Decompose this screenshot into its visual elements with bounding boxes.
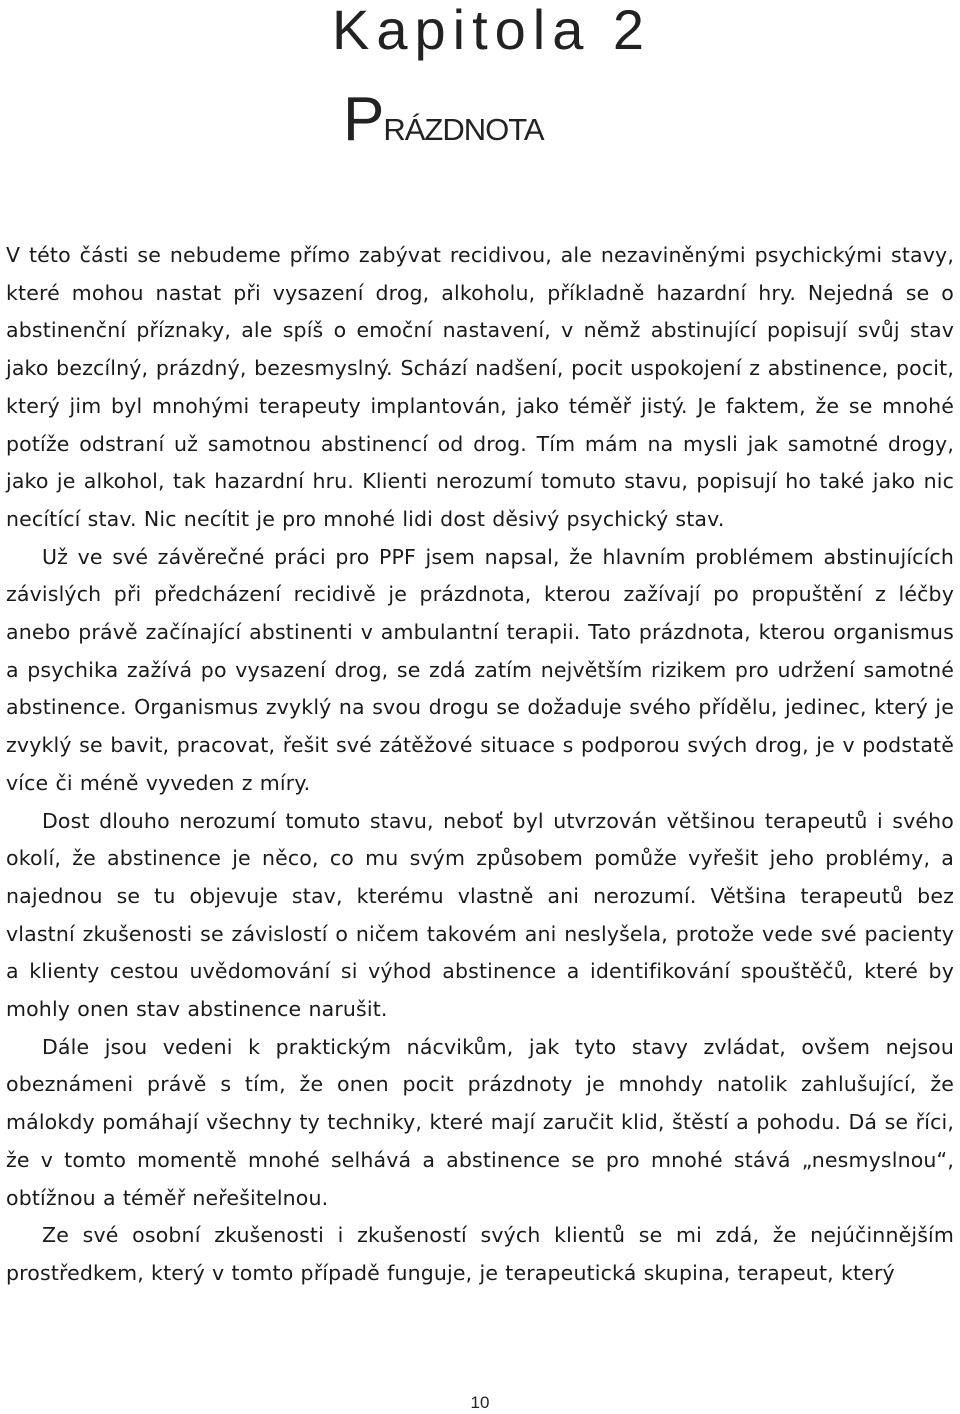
chapter-title-rest: rázdnota (383, 101, 544, 150)
paragraph-3: Dost dlouho nerozumí tomuto stavu, neboť byl utvrzován většinou terapeutů i svého okolí, že abstinence je něco, co mu svým způsobem pomůže vyřešit jeho problémy, a najednou se tu objevuje stav, kterému vlastně ani nerozumí. Většina terapeutů bez vlastní zkušenosti se závislostí o ničem takovém ani neslyšela, protože vede své pacienty a klienty cestou uvědomování si výhod abstinence a identifikování spouštěčů, které by mohly onen stav abstinence narušit. (6, 808, 954, 1022)
page-number: 10 (470, 1393, 490, 1412)
paragraph-4: Dále jsou vedeni k praktickým nácvikům, jak tyto stavy zvládat, ovšem nejsou obeznámeni právě s tím, že onen pocit prázdnoty je mnohdy natolik zahlušující, že málokdy pomáhají všechny ty techniky, které mají zaručit klid, štěstí a pohodu. Dá se říci, že v tomto momentě mnohé selhává a abstinence se pro mnohé stává „nesmyslnou“, obtížnou a téměř neřešitelnou. (6, 1034, 954, 1210)
paragraph-5: Ze své osobní zkušenosti i zkušeností svých klientů se mi zdá, že nejúčinnějším prostředkem, který v tomto případě funguje, je terapeutická skupina, terapeut, který (6, 1223, 954, 1285)
paragraph-2: Už ve své závěrečné práci pro PPF jsem napsal, že hlavním problémem abstinujících závislých při předcházení recidivě je prázdnota, kterou zažívají po propuštění z léčby anebo právě začínající abstinenti v ambulantní terapii. Tato prázdnota, kterou organismus a psychika zažívá po vysazení drog, se zdá zatím největším rizikem pro udržení samotné abstinence. Organismus zvyklý na svou drogu se dožaduje svého přídělu, jedinec, který je zvyklý se bavit, pracovat, řešit své zátěžové situace s podporou svých drog, je v podstatě více či méně vyveden z míry. (6, 544, 954, 795)
paragraph-1: V této části se nebudeme přímo zabývat recidivou, ale nezaviněnými psychickými stavy, které mohou nastat při vysazení drog, alkoholu, příkladně hazardní hry. Nejedná se o abstinenční příznaky, ale spíš o emoční nastavení, v němž abstinující popisují svůj stav jako bezcílný, prázdný, bezesmyslný. Schází nadšení, pocit uspokojení z abstinence, pocit, který jim byl mnohými terapeuty implantován, jako téměř jistý. Je faktem, že se mnohé potíže odstraní už samotnou abstinencí od drog. Tím mám na mysli jak samotné drogy, jako je alkohol, tak hazardní hru. Klienti nerozumí tomuto stavu, popisují ho také jako nic necítící stav. Nic necítit je pro mnohé lidi dost děsivý psychický stav. (6, 243, 954, 531)
chapter-title (343, 80, 544, 166)
body-text (6, 237, 954, 1293)
chapter-title-initial: P (343, 85, 384, 154)
chapter-label: Kapitola 2 (332, 0, 652, 61)
